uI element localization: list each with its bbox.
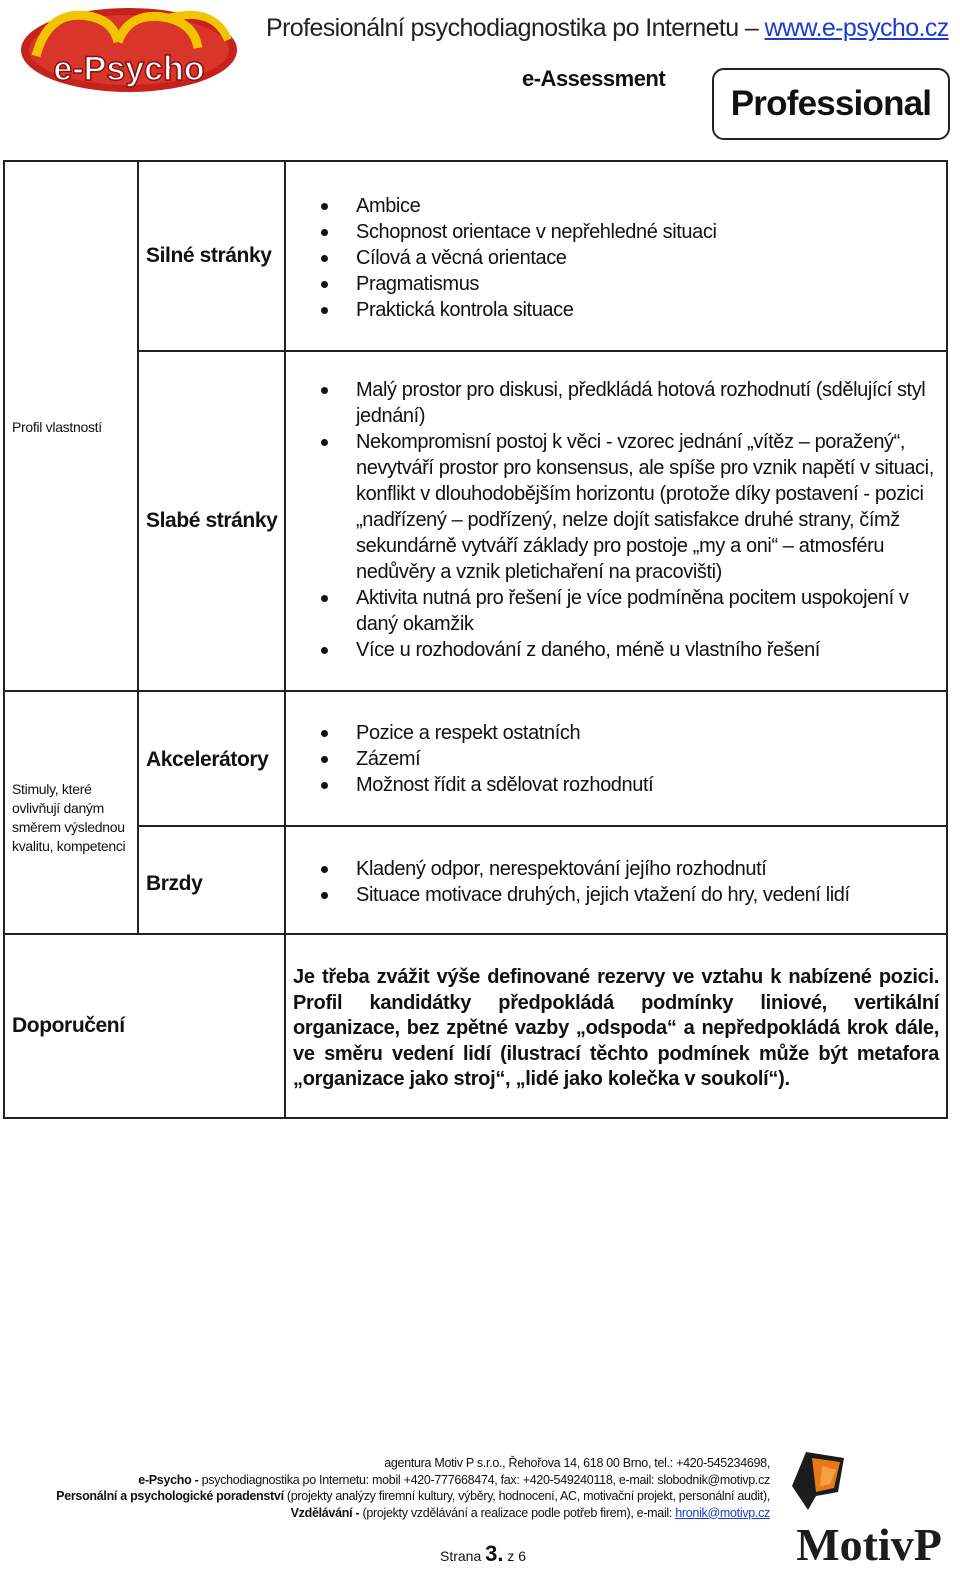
stimuli-label: Stimuly, které ovlivňují daným směrem výslednou kvalitu, kompetenci bbox=[4, 691, 138, 934]
footer-line-2-text: psychodiagnostika po Internetu: mobil +420-777668474, fax: +420-549240118, e-mail: slobodnik@motivp.cz bbox=[198, 1472, 770, 1487]
footer-line-4-bold: Vzdělávání - bbox=[290, 1505, 360, 1520]
list-item: Možnost řídit a sdělovat rozhodnutí bbox=[286, 772, 946, 798]
accelerators-list bbox=[286, 720, 946, 798]
page-prefix: Strana bbox=[440, 1548, 486, 1564]
page-total: z 6 bbox=[503, 1548, 527, 1564]
list-item: Pozice a respekt ostatních bbox=[286, 720, 946, 746]
weaknesses-cell bbox=[285, 351, 947, 691]
strengths-row bbox=[4, 161, 947, 351]
list-item: Aktivita nutná pro řešení je více podmíněna pocitem uspokojení v daný okamžik bbox=[286, 585, 946, 637]
recommendation-row bbox=[4, 934, 947, 1118]
list-item: Praktická kontrola situace bbox=[286, 297, 946, 323]
header-title-text: Profesionální psychodiagnostika po Internetu – bbox=[266, 14, 765, 42]
footer bbox=[20, 1455, 770, 1521]
weaknesses-list bbox=[286, 377, 946, 663]
list-item: Schopnost orientace v nepřehledné situaci bbox=[286, 219, 946, 245]
accelerators-label: Akcelerátory bbox=[138, 691, 285, 826]
logo-text: e-Psycho bbox=[53, 50, 205, 88]
professional-badge bbox=[712, 68, 950, 140]
footer-line-4-text: (projekty vzdělávání a realizace podle potřeb firem), e-mail: bbox=[359, 1505, 676, 1520]
list-item: Situace motivace druhých, jejich vtažení do hry, vedení lidí bbox=[286, 882, 946, 908]
profile-table bbox=[3, 160, 948, 1119]
strengths-list bbox=[286, 193, 946, 323]
e-psycho-logo bbox=[18, 2, 240, 94]
recommendation-text: Je třeba zvážit výše definované rezervy ve vztahu k nabízené pozici. Profil kandidátky předpokládá podmínky liniové, vertikální organizace, bez zpětné vazby „odspoda“ a nepředpokládá krok dále, ve směru vedení lidí (ilustrací těchto podmínek může být metafora „organizace jako stroj“, „lidé jako kolečka v soukolí“). bbox=[285, 934, 947, 1118]
accelerators-row bbox=[4, 691, 947, 826]
profile-label: Profil vlastností bbox=[4, 161, 138, 691]
footer-line-2-bold: e-Psycho - bbox=[138, 1472, 199, 1487]
header-title bbox=[266, 14, 949, 43]
header-subtitle: e-Assessment bbox=[522, 66, 666, 91]
brakes-label: Brzdy bbox=[138, 826, 285, 934]
accelerators-cell bbox=[285, 691, 947, 826]
list-item: Nekompromisní postoj k věci - vzorec jednání „vítěz – poražený“, nevytváří prostor pro konsensus, ale spíše pro vznik napětí v situaci, konflikt v dlouhodobějším horizontu (protože díky postavení - pozici „nadřízený – podřízený, nelze dojít satisfakce druhé strany, čímž sekundárně vytváří základy pro postoje „my a oni“ – atmosféru nedůvěry a vznik pletichaření na pracovišti) bbox=[286, 429, 946, 585]
weaknesses-row bbox=[4, 351, 947, 691]
brakes-row bbox=[4, 826, 947, 934]
list-item: Zázemí bbox=[286, 746, 946, 772]
strengths-cell bbox=[285, 161, 947, 351]
list-item: Pragmatismus bbox=[286, 271, 946, 297]
list-item: Cílová a věcná orientace bbox=[286, 245, 946, 271]
page-number bbox=[440, 1541, 526, 1567]
brakes-cell bbox=[285, 826, 947, 934]
list-item: Kladený odpor, nerespektování jejího rozhodnutí bbox=[286, 856, 946, 882]
website-link[interactable]: www.e-psycho.cz bbox=[764, 14, 949, 42]
page-current: 3. bbox=[485, 1541, 504, 1566]
list-item: Více u rozhodování z daného, méně u vlastního řešení bbox=[286, 637, 946, 663]
footer-email-link[interactable]: hronik@motivp.cz bbox=[675, 1505, 770, 1520]
footer-line-1: agentura Motiv P s.r.o., Řehořova 14, 618 00 Brno, tel.: +420-545234698, bbox=[384, 1456, 770, 1470]
motivp-logo bbox=[786, 1452, 952, 1568]
strengths-label: Silné stránky bbox=[138, 161, 285, 351]
footer-line-3-bold: Personální a psychologické poradenství bbox=[56, 1489, 284, 1503]
recommendation-label: Doporučení bbox=[4, 934, 285, 1118]
list-item: Malý prostor pro diskusi, předkládá hotová rozhodnutí (sdělující styl jednání) bbox=[286, 377, 946, 429]
brakes-list bbox=[286, 856, 946, 908]
motivp-logo-text: MotivP bbox=[796, 1519, 942, 1568]
footer-line-3-text: (projekty analýzy firemní kultury, výběry, hodnocení, AC, motivační projekt, personální audit), bbox=[283, 1489, 770, 1503]
footer-line-4 bbox=[20, 1505, 770, 1522]
list-item: Ambice bbox=[286, 193, 946, 219]
badge-text: Professional bbox=[730, 84, 932, 123]
weaknesses-label: Slabé stránky bbox=[138, 351, 285, 691]
footer-line-2 bbox=[20, 1472, 770, 1489]
footer-line-3 bbox=[20, 1488, 770, 1505]
